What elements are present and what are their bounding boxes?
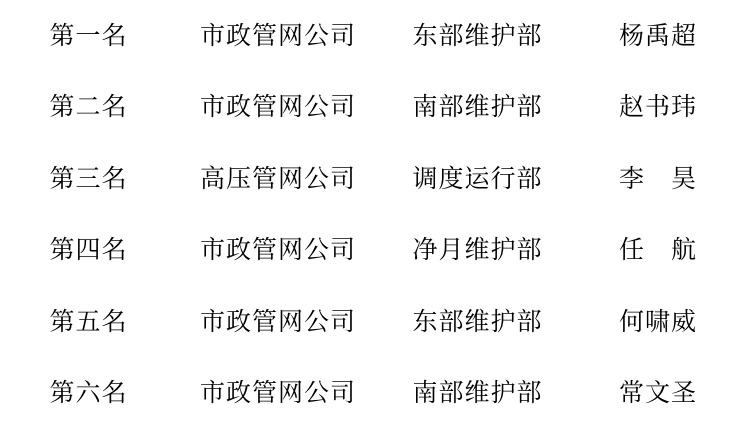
rank-cell: 第二名 [49,92,128,122]
person-cell: 杨禹超 [618,20,697,50]
department-cell: 净月维护部 [412,235,543,265]
company-cell: 市政管网公司 [199,235,356,265]
department-cell: 南部维护部 [412,92,543,122]
company-cell: 市政管网公司 [199,20,356,50]
person-cell: 赵书玮 [618,92,697,122]
table-row [0,143,732,215]
person-cell: 常文圣 [618,378,697,408]
person-cell: 何啸威 [618,306,697,336]
department-cell: 南部维护部 [412,378,543,408]
rank-cell: 第五名 [49,306,128,336]
table-row [0,286,732,358]
rank-cell: 第三名 [49,163,128,193]
department-cell: 调度运行部 [412,163,543,193]
table-row [0,215,732,287]
table-row [0,72,732,144]
rank-cell: 第六名 [49,378,128,408]
table-row [0,0,732,72]
department-cell: 东部维护部 [412,20,543,50]
rank-cell: 第四名 [49,235,128,265]
company-cell: 市政管网公司 [199,378,356,408]
company-cell: 市政管网公司 [199,92,356,122]
company-cell: 高压管网公司 [199,163,356,193]
company-cell: 市政管网公司 [199,306,356,336]
person-cell: 李 昊 [618,163,697,193]
table-row [0,358,732,429]
department-cell: 东部维护部 [412,306,543,336]
rank-cell: 第一名 [49,20,128,50]
person-cell: 任 航 [618,235,697,265]
